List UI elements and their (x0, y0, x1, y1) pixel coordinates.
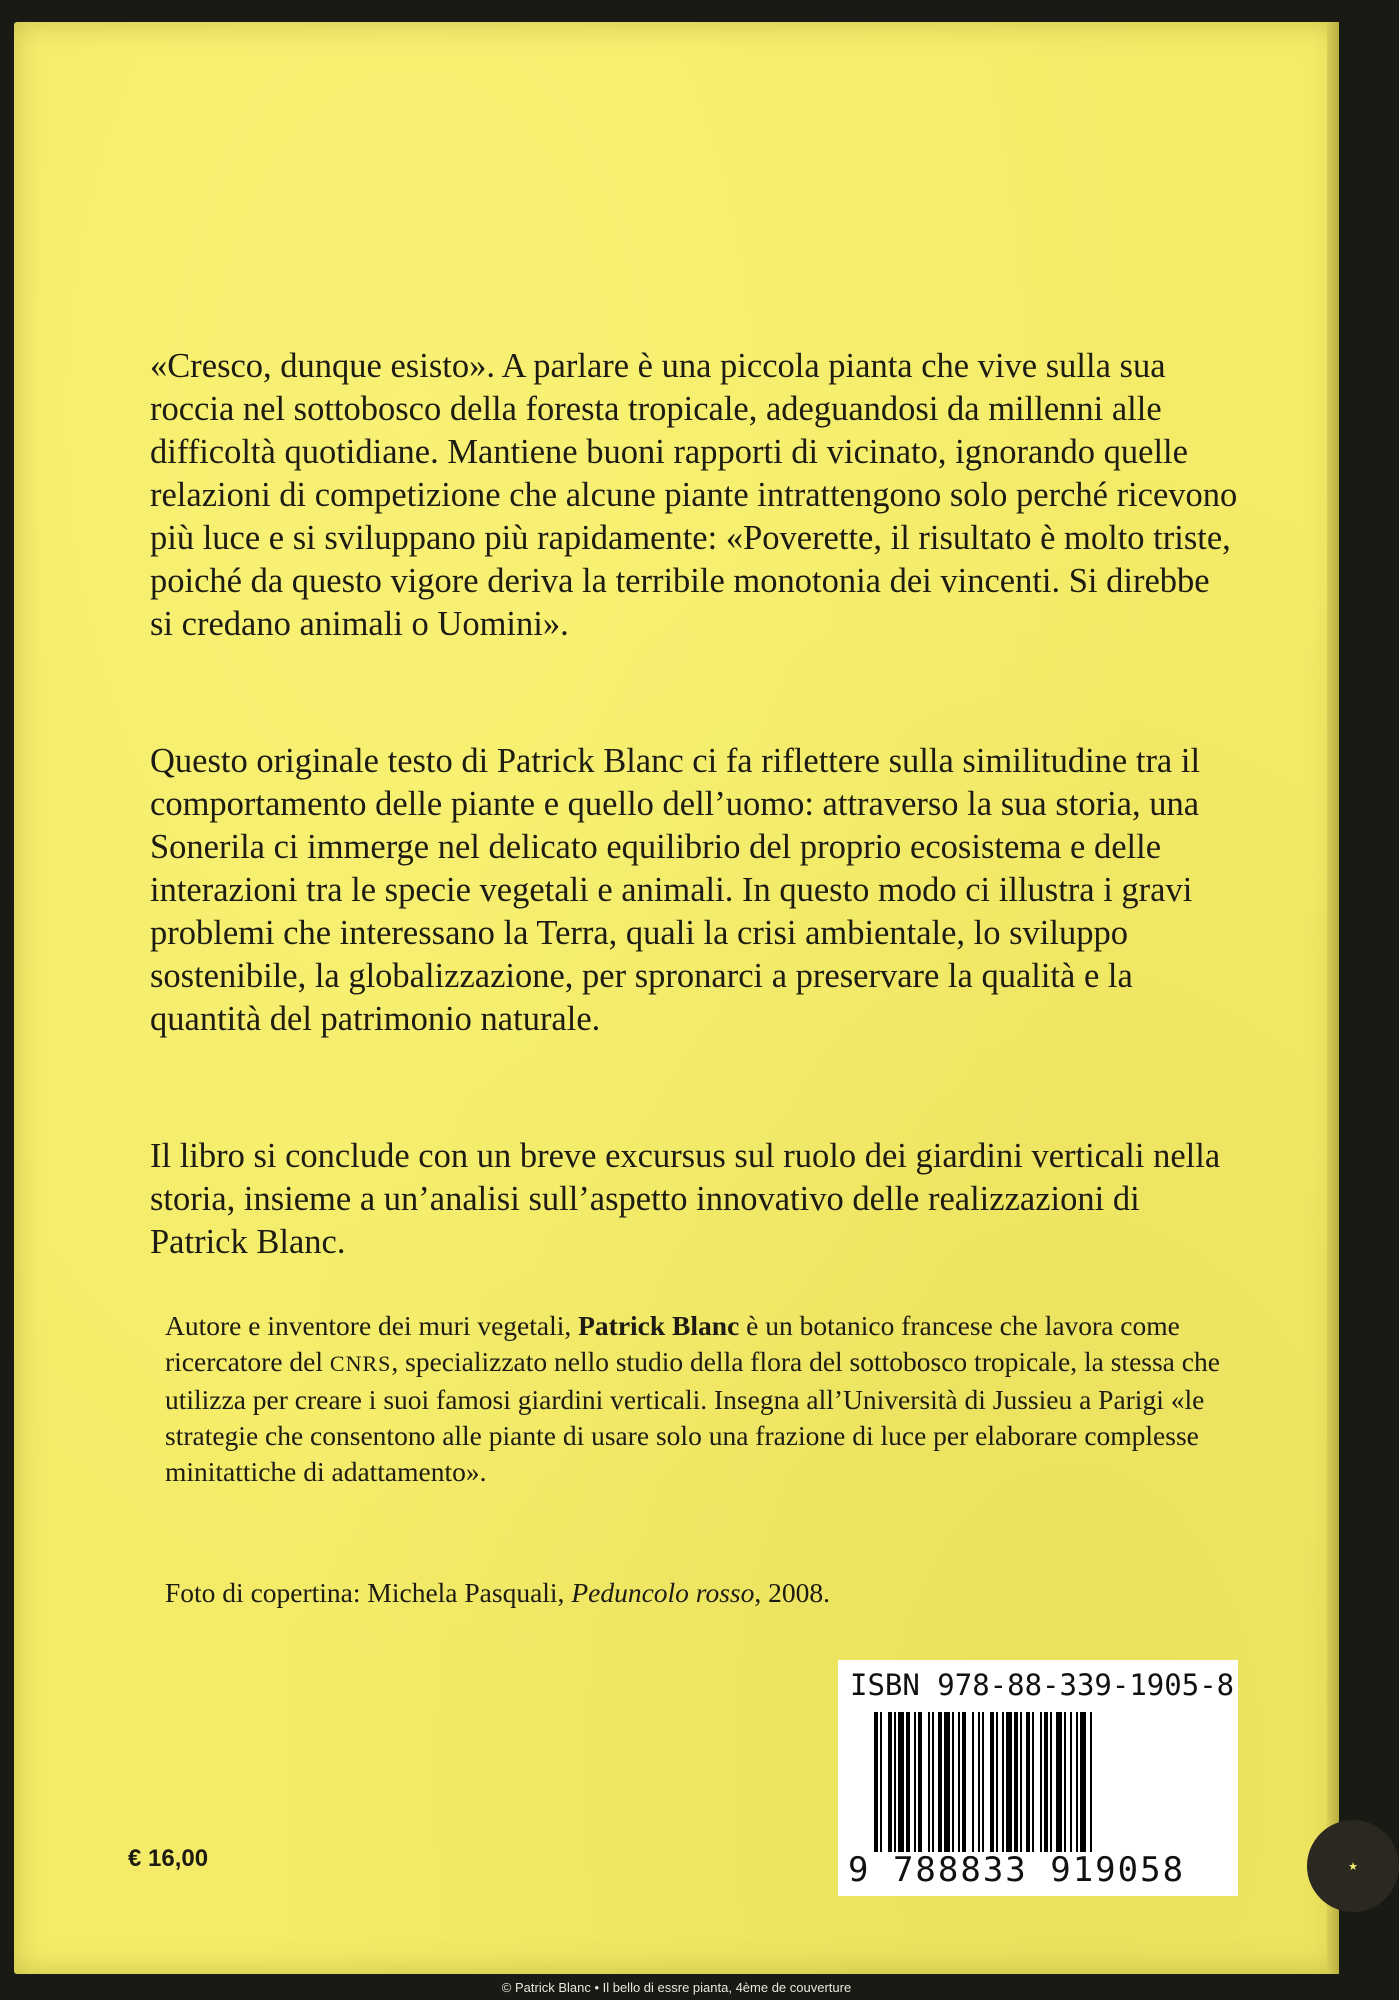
bio-text-middle: è un botanico francese che lavora come ricercatore del (165, 1310, 1180, 1377)
publisher-seal (1307, 1820, 1358, 1912)
bio-text-start: Autore e inventore dei muri vegetali, (165, 1310, 579, 1341)
price-label: € 16,00 (128, 1845, 209, 1872)
credit-suffix: , 2008. (754, 1577, 830, 1608)
ean-number: 9 788833 919058 (848, 1850, 1186, 1890)
blurb-paragraph-1: «Cresco, dunque esisto». A parlare è una piccola pianta che vive sulla sua roccia nel sottobosco della foresta tropicale, adeguandosi da millenni alle difficoltà quotidiane. Mantiene buoni rapporti di vicinato, ignorando quelle relazioni di competizione che alcune piante intrattengono solo perché ricevono più luce e si sviluppano più rapidamente: «Poverette, il risultato è molto triste, poiché da questo vigore deriva la terribile monotonia dei vincenti. Si direbbe si credano animali o Uomini». (150, 347, 1238, 643)
seal-icon: ★ (1307, 1820, 1399, 1912)
photo-credit (165, 1575, 830, 1611)
cover-edge (1327, 22, 1339, 1974)
barcode-box (838, 1660, 1238, 1896)
barcode-bar (1092, 1712, 1094, 1852)
bio-org: CNRS (329, 1351, 392, 1376)
isbn-label: ISBN 978-88-339-1905-8 (850, 1668, 1235, 1702)
credit-prefix: Foto di copertina: Michela Pasquali, (165, 1577, 572, 1608)
credit-title: Peduncolo rosso (571, 1577, 755, 1608)
barcode-bars (874, 1712, 1224, 1852)
blurb-paragraph-3: Il libro si conclude con un breve excursus sul ruolo dei giardini verticali nella storia, insieme a un’analisi sull’aspetto innovativo delle realizzazioni di Patrick Blanc. (150, 1137, 1221, 1261)
author-name: Patrick Blanc (578, 1310, 740, 1341)
blurb-paragraph-2: Questo originale testo di Patrick Blanc ci fa riflettere sulla similitudine tra il comportamento delle piante e quello dell’uomo: attraverso la sua storia, una Sonerila ci immerge nel delicato equilibrio del proprio ecosistema e delle interazioni tra le specie vegetali e animali. In questo modo ci illustra i gravi problemi che interessano la Terra, quali la crisi ambientale, lo sviluppo sostenibile, la globalizzazione, per spronarci a preservare la qualità e la quantità del patrimonio naturale. (150, 742, 1201, 1038)
image-caption: © Patrick Blanc • Il bello di essre pianta, 4ème de couverture (0, 1976, 1353, 2000)
author-bio (165, 1308, 1245, 1490)
bio-text-end: , specializzato nello studio della flora del sottobosco tropicale, la stessa che utilizza per creare i suoi famosi giardini verticali. Insegna all’Università di Jussieu a Parigi «le strategie che consentono alle piante di usare solo una frazione di luce per elaborare complesse minitattiche di adattamento». (165, 1346, 1220, 1487)
